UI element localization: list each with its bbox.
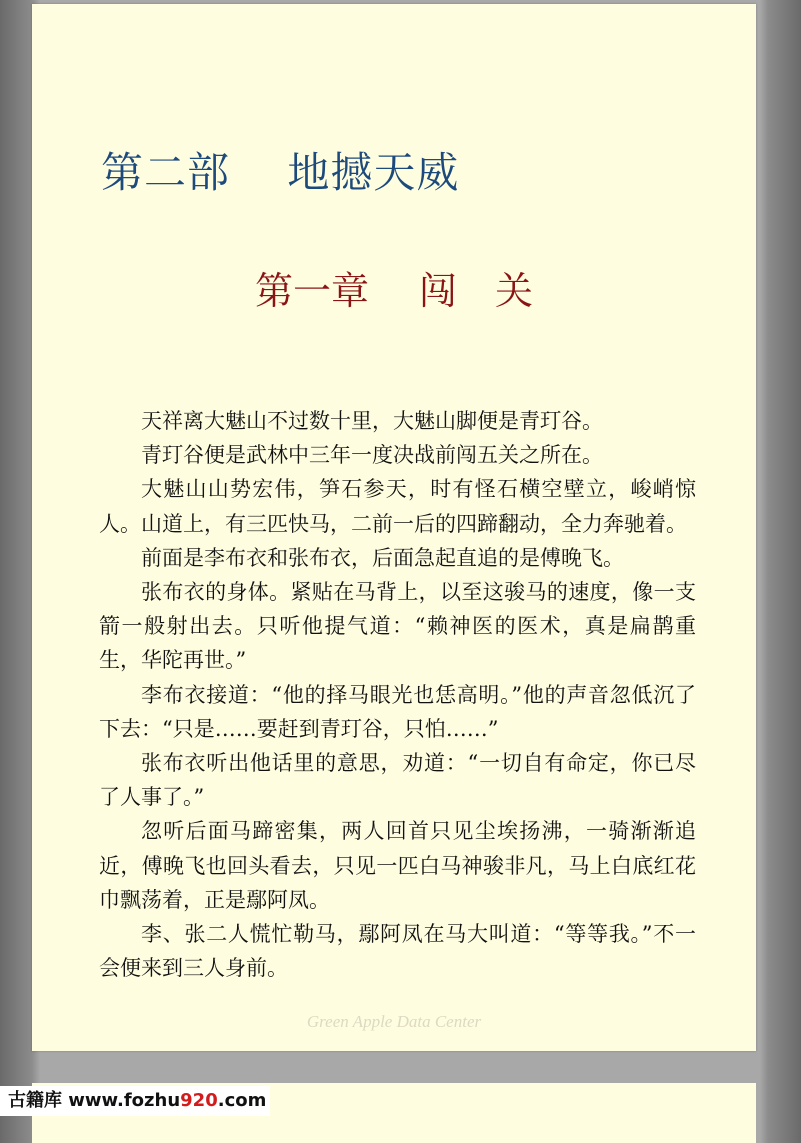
paragraph: 李、张二人慌忙勒马，鄢阿凤在马大叫道：“等等我。”不一会便来到三人身前。 [99, 922, 696, 981]
chapter-title: 第一章 闯 关 [254, 269, 534, 313]
watermark: Green Apple Data Center [306, 1012, 482, 1031]
paragraph: 青玎谷便是武林中三年一度决战前闯五关之所在。 [141, 443, 603, 468]
site-url-suffix: .com [217, 1090, 267, 1111]
site-name: 古籍库 [8, 1090, 62, 1111]
site-url-highlight: 920 [180, 1090, 218, 1111]
paragraph: 张布衣听出他话里的意思，劝道：“一切自有命定，你已尽了人事了。” [99, 751, 696, 810]
paragraph: 忽听后面马蹄密集，两人回首只见尘埃扬沸，一骑渐渐追近，傅晚飞也回头看去，只见一匹白马神骏非凡，马上白底红花巾飘荡着，正是鄢阿凤。 [99, 819, 696, 912]
site-banner[interactable] [0, 1086, 270, 1116]
site-url-prefix: www.fozhu [62, 1090, 181, 1111]
paragraph: 前面是李布衣和张布衣，后面急起直追的是傅晚飞。 [141, 545, 624, 570]
book-page [32, 4, 756, 1051]
paragraph: 大魅山山势宏伟，笋石参天，时有怪石横空壁立，峻峭惊人。山道上，有三匹快马，二前一后的四蹄翻动，全力奔驰着。 [99, 477, 696, 536]
paragraph: 李布衣接道：“他的择马眼光也恁高明。”他的声音忽低沉了下去：“只是……要赶到青玎谷，只怕……” [99, 682, 696, 741]
paragraph: 张布衣的身体。紧贴在马背上，以至这骏马的速度，像一支箭一般射出去。只听他提气道：“赖神医的医术，真是扁鹊重生，华陀再世。” [99, 580, 696, 673]
part-title: 第二部 地撼天威 [101, 148, 460, 197]
paragraph: 天祥离大魅山不过数十里，大魅山脚便是青玎谷。 [141, 409, 603, 433]
chapter-body [99, 404, 696, 985]
